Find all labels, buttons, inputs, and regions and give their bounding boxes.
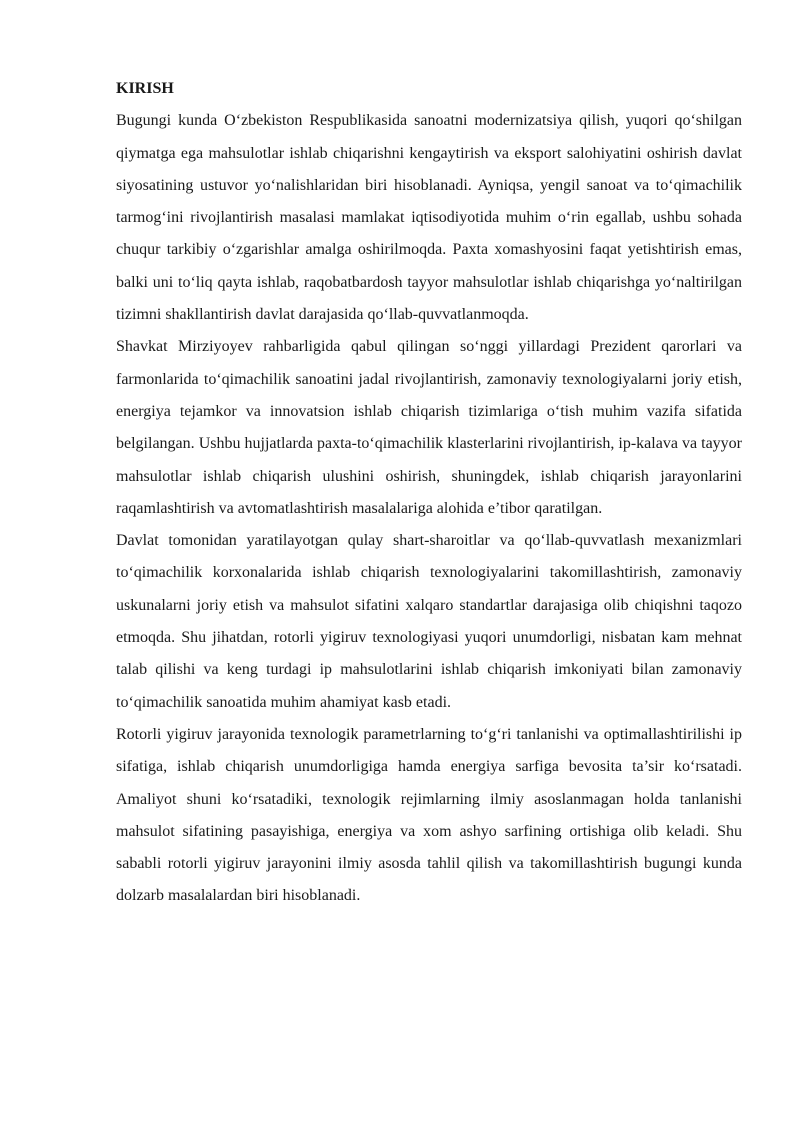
paragraph-3: Davlat tomonidan yaratilayotgan qulay shart-sharoitlar va qo‘llab-quvvatlash mexanizmlari to‘qimachilik korxonalarida ishlab chiqarish texnologiyalarini takomillashtirish, zamonaviy uskunalarni joriy etish va mahsulot sifatini xalqaro standartlar darajasiga olib chiqishni taqozo etmoqda. Shu jihatdan, rotorli yigiruv texnologiyasi yuqori unumdorligi, nisbatan kam mehnat talab qilishi va keng turdagi ip mahsulotlarini ishlab chiqarish imkoniyati bilan zamonaviy to‘qimachilik sanoatida muhim ahamiyat kasb etadi. [116, 532, 742, 711]
section-heading: KIRISH [116, 80, 174, 97]
paragraph-4: Rotorli yigiruv jarayonida texnologik parametrlarning to‘g‘ri tanlanishi va optimallashtirilishi ip sifatiga, ishlab chiqarish unumdorligiga hamda energiya sarfiga bevosita ta’sir ko‘rsatadi. Amaliyot shuni ko‘rsatadiki, texnologik rejimlarning ilmiy asoslanmagan holda tanlanishi mahsulot sifatining pasayishiga, energiya va xom ashyo sarfining ortishiga olib keladi. Shu sababli rotorli yigiruv jarayonini ilmiy asosda tahlil qilish va takomillashtirish bugungi kunda dolzarb masalalardan biri hisoblanadi. [116, 725, 742, 905]
paragraph-2: Shavkat Mirziyoyev rahbarligida qabul qilingan so‘nggi yillardagi Prezident qarorlari va farmonlarida to‘qimachilik sanoatini jadal rivojlantirish, zamonaviy texnologiyalarni joriy etish, energiya tejamkor va innovatsion ishlab chiqarish tizimlariga o‘tish muhim vazifa sifatida belgilangan. Ushbu hujjatlarda paxta-to‘qimachilik klasterlarini rivojlantirish, ip-kalava va tayyor mahsulotlar ishlab chiqarish ulushini oshirish, shuningdek, ishlab chiqarish jarayonlarini raqamlashtirish va avtomatlashtirish masalalariga alohida e’tibor qaratilgan. [116, 338, 742, 517]
paragraph-1: Bugungi kunda O‘zbekiston Respublikasida sanoatni modernizatsiya qilish, yuqori qo‘shilgan qiymatga ega mahsulotlar ishlab chiqarishni kengaytirish va eksport salohiyatini oshirish davlat siyosatining ustuvor yo‘nalishlaridan biri hisoblanadi. Ayniqsa, yengil sanoat va to‘qimachilik tarmog‘ini rivojlantirish masalasi mamlakat iqtisodiyotida muhim o‘rin egallab, ushbu sohada chuqur tarkibiy o‘zgarishlar amalga oshirilmoqda. Paxta xomashyosini faqat yetishtirish emas, balki uni to‘liq qayta ishlab, raqobatbardosh tayyor mahsulotlar ishlab chiqarishga yo‘naltirilgan tizimni shakllantirish davlat darajasida qo‘llab-quvvatlanmoqda. [116, 112, 742, 324]
document-body [116, 73, 742, 913]
